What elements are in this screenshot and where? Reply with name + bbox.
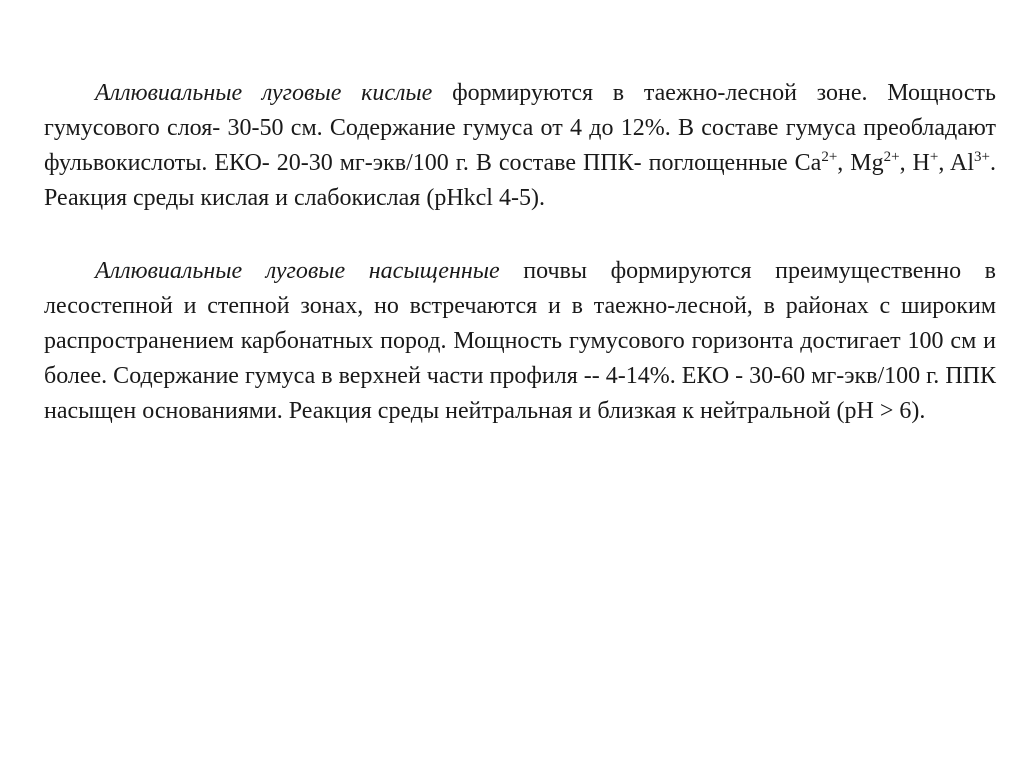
text-segment: , Al — [938, 150, 975, 176]
term-acidic: Аллювиальные луговые кислые — [95, 80, 433, 106]
superscript: + — [929, 149, 939, 165]
superscript: 2+ — [821, 149, 838, 165]
superscript: 2+ — [883, 149, 900, 165]
term-saturated: Аллювиальные луговые насыщенные — [95, 258, 500, 284]
slide-content — [44, 76, 996, 429]
superscript: 3+ — [974, 149, 990, 165]
text-segment: почвы формируются преимущественно в лесостепной и степной зонах, но встречаются и в таежно-лесной, в районах с широким распространением карбонатных пород. Мощность гумусового горизонта достигает 100 см и более. Содержание гумуса в верхней части профиля -- 4-14%. ЕКО - 30-60 мг-экв/100 г. ППК насыщен основаниями. Реакция среды нейтральная и близкая к нейтральной (pH > 6). — [44, 258, 997, 424]
text-segment: . Реакция среды кислая и слабокислая (pHkcl 4-5). — [44, 150, 996, 211]
text-segment: , Mg — [837, 150, 884, 176]
text-segment: , H — [899, 150, 930, 176]
paragraph-acidic-meadow-soils — [44, 76, 996, 216]
text-segment: формируются в таежно-лесной зоне. Мощность гумусового слоя- 30-50 см. Содержание гумуса от 4 до 12%. В составе гумуса преобладают фульвокислоты. ЕКО- 20-30 мг-экв/100 г. В составе ППК- поглощенные Ca — [44, 80, 996, 176]
paragraph-saturated-meadow-soils — [44, 254, 996, 429]
